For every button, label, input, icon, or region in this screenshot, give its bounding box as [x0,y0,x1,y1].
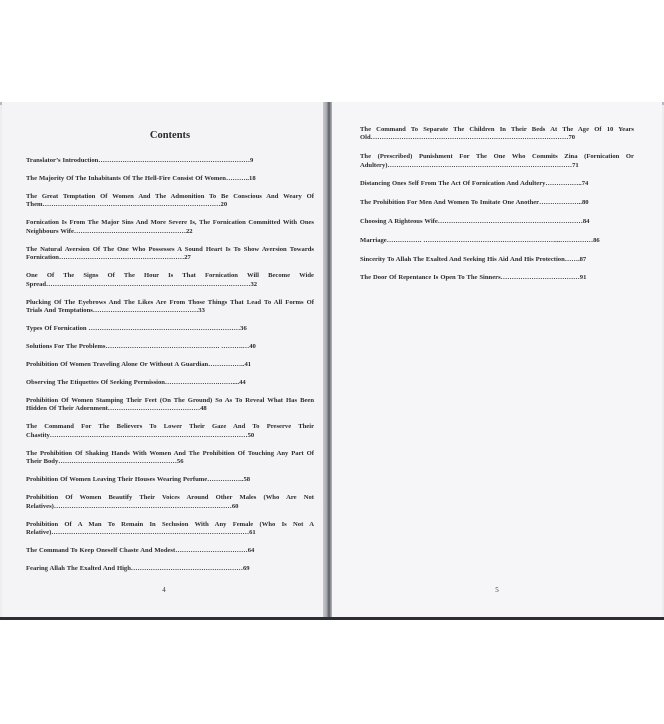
right-toc-list [360,126,634,283]
left-page-number: 4 [162,586,166,594]
toc-entry: Fearing Allah The Exalted And High……………………………………………69 [26,565,250,573]
toc-entry: Types Of Fornication ……………………………………………………………36 [26,325,247,333]
toc-entry: Prohibition Of A Man To Remain In Seclusion With Any Female (Who Is Not A Relative)………………………………………………………………………………61 [26,520,314,537]
right-page [332,102,662,620]
page-bottom-edge [0,617,664,620]
right-page-number: 5 [495,586,499,594]
toc-entry: Distancing Ones Self From The Act Of Fornication And Adultery……………..74 [360,180,589,188]
contents-heading: Contents [149,130,191,141]
toc-entry: The Majority Of The Inhabitants Of The Hell-Fire Consist Of Women………..18 [26,175,256,182]
toc-entry: The Command To Keep Oneself Chaste And Modest……………………………64 [26,547,255,555]
toc-entry: Observing The Etiquettes Of Seeking Permission…………………….……....44 [26,379,246,387]
toc-entry: Prohibition Of Women Beautify Their Voices Around Other Males (Who Are Not Relatives)………………………………………………………………………60 [26,494,314,510]
left-page [2,102,326,620]
toc-entry: The (Prescribed) Punishment For The One Who Commits Zina (Fornication Or Adultery)…………………………………………………………………………71 [360,153,634,169]
toc-entry: The Natural Aversion Of The One Who Possesses A Sound Heart Is To Show Aversion Towards Fornication…………………………………………………27 [26,245,314,262]
toc-entry: Plucking Of The Eyebrows And The Likes Are From Those Things That Lead To All Forms Of Trials And Temptations…………………………………………33 [26,298,314,315]
toc-entry: The Prohibition For Men And Women To Imitate One Another………………..80 [360,199,589,207]
toc-entry: Sincerity To Allah The Exalted And Seeking His Aid And His Protection…….87 [360,255,587,263]
toc-entry: The Great Temptation Of Women And The Admonition To Be Conscious And Weary Of Them………………………………………………………………………20 [26,193,314,209]
toc-entry: Prohibition Of Women Leaving Their Houses Wearing Perfume……………..58 [26,476,251,484]
toc-entry: One Of The Signs Of The Hour Is That Fornication Will Become Wide Spread…………………………………………………………………………………32 [26,272,314,288]
toc-entry: The Prohibition Of Shaking Hands With Women And The Prohibition Of Touching Any Part Of Their Body………………………………………………56 [26,449,314,466]
toc-entry: Fornication Is From The Major Sins And More Severe Is, The Fornication Committed With Ones Neighbours Wife……………………………………………22 [26,219,314,235]
toc-entry: Solutions For The Problems……………………………………………. ……….…40 [26,343,256,351]
toc-entry: Marriage……………. ……………………………………………………...……………86 [360,236,600,244]
toc-entry: Choosing A Righteous Wife…………………………………………………………84 [360,218,590,225]
toc-entry: The Command To Separate The Children In Their Beds At The Age Of 10 Years Old………………………………………………………………………………70 [360,126,634,142]
book-spread [0,102,664,620]
toc-entry: Prohibition Of Women Stamping Their Feet (On The Ground) So As To Reveal What Has Been Hidden Of Their Adornment……………………………………48 [26,397,314,413]
toc-entry: The Door Of Repentance Is Open To The Sinners………………………………91 [360,274,587,282]
toc-entry: The Command For The Believers To Lower Their Gaze And To Preserve Their Chastity………………………………………………………………………………50 [26,423,314,439]
left-toc-list [26,157,314,573]
toc-entry: Translator’s Introduction……………………………………………………………9 [26,157,254,164]
toc-entry: Prohibition Of Women Traveling Alone Or Without A Guardian……………..41 [26,361,252,369]
